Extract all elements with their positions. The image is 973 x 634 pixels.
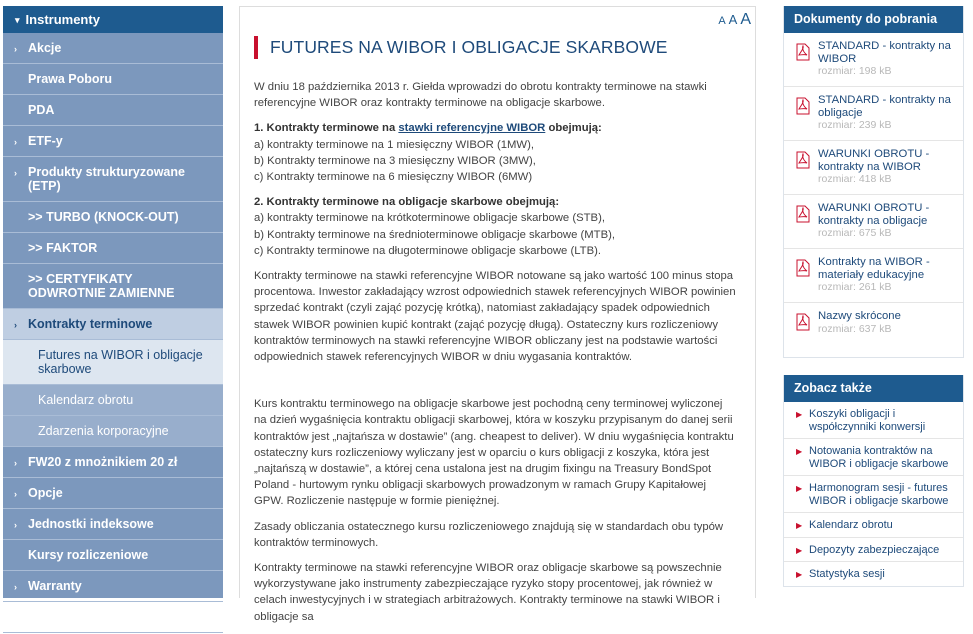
download-title: STANDARD - kontrakty na WIBOR bbox=[818, 40, 951, 65]
sidebar-item-label: Warranty bbox=[28, 579, 82, 593]
sidebar-item-opcje[interactable] bbox=[3, 478, 223, 509]
chevron-right-icon: › bbox=[14, 613, 17, 623]
download-size: rozmiar: 637 kB bbox=[818, 322, 892, 335]
pdf-icon bbox=[795, 259, 811, 277]
download-size: rozmiar: 239 kB bbox=[818, 119, 892, 131]
list-item: a) kontrakty terminowe na krótkoterminowe obligacje skarbowe (STB), bbox=[254, 212, 605, 225]
see-also-label: Koszyki obligacji i współczynniki konwersji bbox=[809, 408, 926, 433]
sidebar-item-label: >> CERTYFIKATY ODWROTNIE ZAMIENNE bbox=[28, 272, 175, 300]
sidebar-subitem-kalendarz-obrotu[interactable] bbox=[3, 385, 223, 416]
sidebar-item-label: Akcje bbox=[28, 41, 62, 55]
sidebar-item-label: Kursy rozliczeniowe bbox=[28, 548, 149, 562]
download-size: rozmiar: 198 kB bbox=[818, 65, 892, 77]
sidebar-item-label: Zdarzenia korporacyjne bbox=[38, 424, 169, 438]
download-item[interactable] bbox=[784, 33, 963, 87]
download-title: WARUNKI OBROTU - kontrakty na obligacje bbox=[818, 202, 930, 227]
sidebar-subitem-zdarzenia-korporacyjne[interactable] bbox=[3, 416, 223, 447]
download-title: WARUNKI OBROTU - kontrakty na WIBOR bbox=[818, 148, 930, 173]
sidebar-item-label: Jednostki indeksowe bbox=[28, 517, 154, 531]
arrow-right-icon: ▶ bbox=[796, 447, 803, 456]
sidebar-item-label: >> TURBO (KNOCK-OUT) bbox=[28, 210, 179, 224]
download-size: rozmiar: 418 kB bbox=[818, 173, 892, 185]
paragraph-wibor-pricing: Kontrakty terminowe na stawki referencyjne WIBOR notowane są jako wartość 100 minus stopa procentowa. Inwestor zakładający wzrost odpowiednich stawek referencyjnych WIBOR powinien sprzedać kontrakt (czyli zająć pozycję krótką), natomiast zakładający spadek odpowiednich stawek WIBOR powinien kupić kontrakt (zająć pozycję długą). Ostateczny kurs rozliczeniowy kontraktów terminowych na stawki referencyjne WIBOR obliczany jest na podstawie wartości odpowiednich stawek referencyjnych WIBOR w dniu wygasania kontraktów. bbox=[254, 270, 736, 364]
pdf-icon bbox=[795, 205, 811, 223]
see-also-label: Depozyty zabezpieczające bbox=[809, 543, 940, 556]
sidebar-item-label: ETF-y bbox=[28, 134, 63, 148]
sidebar-item-warranty[interactable] bbox=[3, 571, 223, 602]
list-item: b) Kontrakty terminowe na 3 miesięczny WIBOR (3MW), bbox=[254, 154, 536, 167]
wibor-rates-link[interactable]: stawki referencyjne WIBOR bbox=[398, 122, 546, 135]
sidebar-item-faktor[interactable] bbox=[3, 233, 223, 264]
download-title: Nazwy skrócone bbox=[818, 310, 901, 322]
arrow-right-icon: ▶ bbox=[796, 484, 803, 493]
paragraph-bond-pricing: Kurs kontraktu terminowego na obligacje skarbowe jest pochodną ceny terminowej wyliczonej na dzień wygaśnięcia kontraktu obligacji skarbowej, która w koszyku przypisanym do danej serii kontraktów jest „najtańsza w dostawie” (ang. cheapest to deliver). W dniu wygaśnięcia kontraktu ostateczny kurs rozliczeniowy wyliczany jest w oparciu o kurs obligacji z koszyka, która jest „najtańszą w dostawie”, a której cena ustalona jest na drugim fixingu na Treasury BondSpot Poland - hurtowym rynku obligacji skarbowych prowadzonym w ramach Grupy Kapitałowej GPW. Rozliczenie następuje w formie pieniężnej. bbox=[254, 398, 734, 508]
page-title: FUTURES NA WIBOR I OBLIGACJE SKARBOWE bbox=[254, 36, 668, 59]
section-heading-text: obejmują: bbox=[545, 122, 602, 135]
sidebar-item-label: Kalendarz obrotu bbox=[38, 393, 134, 407]
article-body bbox=[254, 79, 738, 634]
list-item: a) kontrakty terminowe na 1 miesięczny WIBOR (1MW), bbox=[254, 138, 534, 151]
sidebar-subitem-futures-wibor[interactable] bbox=[3, 340, 223, 385]
sidebar-item-prawa-poboru[interactable] bbox=[3, 64, 223, 95]
see-also-link[interactable] bbox=[784, 476, 963, 513]
intro-paragraph: W dniu 18 października 2013 r. Giełda wprowadzi do obrotu kontrakty terminowe na stawki referencyjne WIBOR oraz kontrakty terminowe na obligacje skarbowe. bbox=[254, 81, 707, 110]
chevron-right-icon: › bbox=[14, 458, 17, 468]
see-also-link[interactable] bbox=[784, 562, 963, 586]
sidebar-item-akcje[interactable] bbox=[3, 33, 223, 64]
see-also-link[interactable] bbox=[784, 402, 963, 439]
see-also-label: Notowania kontraktów na WIBOR i obligacje skarbowe bbox=[809, 445, 949, 470]
arrow-right-icon: ▶ bbox=[796, 521, 803, 530]
spacer bbox=[254, 374, 738, 396]
sidebar-item-kursy-rozliczeniowe[interactable] bbox=[3, 540, 223, 571]
pdf-icon bbox=[795, 43, 811, 61]
chevron-right-icon: › bbox=[14, 582, 17, 592]
list-item: c) Kontrakty terminowe na 6 miesięczny WIBOR (6MW) bbox=[254, 171, 533, 184]
sidebar-item-label: FW20 z mnożnikiem 20 zł bbox=[28, 455, 178, 469]
sidebar-header-label: Instrumenty bbox=[25, 12, 100, 27]
sidebar-item-label: Produkty strukturyzowane (ETP) bbox=[28, 165, 185, 193]
download-size: rozmiar: 675 kB bbox=[818, 227, 892, 239]
sidebar-item-label: Prawa Poboru bbox=[28, 72, 113, 86]
arrow-right-icon: ▶ bbox=[796, 410, 803, 419]
sidebar-item-label: Kontrakty terminowe bbox=[28, 317, 153, 331]
sidebar-item-pda[interactable] bbox=[3, 95, 223, 126]
section-heading-text: 1. Kontrakty terminowe na bbox=[254, 122, 399, 135]
font-size-large-button[interactable]: A bbox=[740, 11, 751, 28]
downloads-box bbox=[783, 6, 964, 358]
paragraph-settlement-rules: Zasady obliczania ostatecznego kursu rozliczeniowego znajdują się w standardach obu typów kontraktów terminowych. bbox=[254, 520, 724, 549]
pdf-icon bbox=[795, 151, 811, 169]
sidebar-item-turbo[interactable] bbox=[3, 202, 223, 233]
list-item: b) Kontrakty terminowe na średnioterminowe obligacje skarbowe (MTB), bbox=[254, 228, 616, 241]
arrow-right-icon: ▶ bbox=[796, 545, 803, 555]
chevron-right-icon: › bbox=[14, 137, 17, 147]
download-title: STANDARD - kontrakty na obligacje bbox=[818, 94, 951, 119]
main-content bbox=[239, 6, 756, 623]
section-heading bbox=[254, 122, 602, 134]
see-also-link[interactable] bbox=[784, 513, 963, 538]
list-item: c) Kontrakty terminowe na długoterminowe obligacje skarbowe (LTB). bbox=[254, 244, 602, 257]
chevron-right-icon: › bbox=[14, 520, 17, 530]
download-item[interactable] bbox=[784, 141, 963, 195]
see-also-header: Zobacz także bbox=[784, 375, 963, 402]
section-bonds bbox=[254, 194, 738, 259]
chevron-right-icon: › bbox=[14, 168, 17, 178]
downloads-header: Dokumenty do pobrania bbox=[784, 6, 963, 33]
sidebar-item-certyfikaty-odwrotnie[interactable] bbox=[3, 264, 223, 309]
see-also-label: Harmonogram sesji - futures WIBOR i obligacje skarbowe bbox=[809, 482, 949, 507]
chevron-right-icon: › bbox=[14, 489, 17, 499]
sidebar-item-etp[interactable] bbox=[3, 157, 223, 202]
see-also-link[interactable] bbox=[784, 538, 963, 563]
see-also-link[interactable] bbox=[784, 439, 963, 476]
sidebar-item-label: >> FAKTOR bbox=[28, 241, 98, 255]
sidebar-item-certyfikaty-inwestycyjne[interactable] bbox=[3, 602, 223, 633]
chevron-down-icon: › bbox=[14, 320, 17, 330]
arrow-right-icon: ▶ bbox=[796, 570, 803, 579]
font-size-medium-button[interactable]: A bbox=[728, 12, 738, 27]
sidebar-item-label: Certyfikaty inwestycyjne bbox=[28, 610, 174, 624]
download-item[interactable] bbox=[784, 249, 963, 303]
see-also-label: Statystyka sesji bbox=[809, 568, 885, 580]
sidebar-item-fw20[interactable] bbox=[3, 447, 223, 478]
sidebar-item-label: Futures na WIBOR i obligacje skarbowe bbox=[38, 348, 203, 376]
sidebar-item-label: PDA bbox=[28, 103, 55, 117]
download-title: Kontrakty na WIBOR - materiały edukacyjne bbox=[818, 256, 930, 281]
download-size: rozmiar: 261 kB bbox=[818, 281, 892, 293]
pdf-icon bbox=[795, 313, 811, 331]
sidebar-item-jednostki-indeksowe[interactable] bbox=[3, 509, 223, 540]
download-item[interactable] bbox=[784, 303, 963, 357]
see-also-box bbox=[783, 375, 964, 587]
sidebar-item-label: Opcje bbox=[28, 486, 63, 500]
download-item[interactable] bbox=[784, 195, 963, 249]
sidebar-header[interactable] bbox=[3, 6, 223, 33]
sidebar-item-etf[interactable] bbox=[3, 126, 223, 157]
chevron-down-icon: ▾ bbox=[15, 15, 20, 25]
paragraph-usage: Kontrakty terminowe na stawki referencyjne WIBOR oraz obligacje skarbowe są powszechnie wykorzystywane jako instrumenty zabezpieczające ryzyko stopy procentowej, jak również w celach inwestycyjnych i w strategiach arbitrażowych. Kontrakty terminowe na stawki WIBOR i obligacje sa bbox=[254, 562, 722, 623]
chevron-right-icon: › bbox=[14, 44, 17, 54]
font-size-controls bbox=[715, 11, 751, 29]
section-wibor bbox=[254, 120, 738, 185]
sidebar-item-kontrakty-terminowe[interactable] bbox=[3, 309, 223, 340]
see-also-label: Kalendarz obrotu bbox=[809, 519, 893, 531]
instruments-sidebar bbox=[3, 6, 223, 624]
font-size-small-button[interactable]: A bbox=[718, 15, 726, 27]
download-item[interactable] bbox=[784, 87, 963, 141]
pdf-icon bbox=[795, 97, 811, 115]
section-heading: 2. Kontrakty terminowe na obligacje skarbowe obejmują: bbox=[254, 196, 560, 209]
